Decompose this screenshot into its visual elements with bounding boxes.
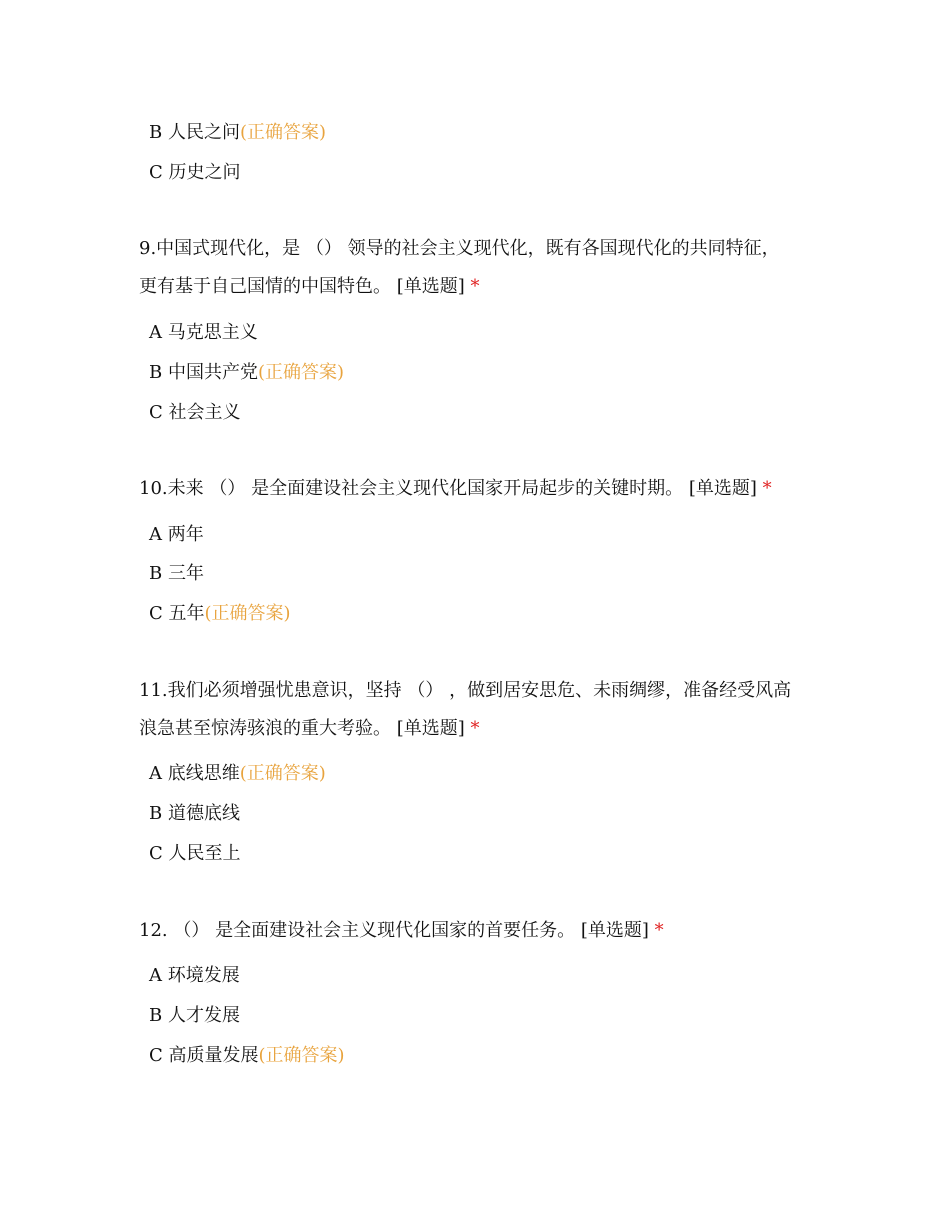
- option-row: [149, 162, 241, 184]
- required-marker: *: [762, 478, 772, 499]
- required-marker: *: [470, 276, 480, 297]
- question-type: [单选题]: [688, 478, 757, 499]
- option-text: 底线思维: [167, 763, 240, 784]
- option-letter: B: [149, 803, 163, 824]
- question-12-line-1: [139, 920, 664, 942]
- option-row: [149, 965, 240, 987]
- option-text: 人民之问: [167, 122, 240, 143]
- option-letter: A: [149, 965, 162, 986]
- question-10-line-1: [139, 478, 772, 500]
- option-letter: C: [149, 162, 163, 183]
- question-type: [单选题]: [580, 920, 649, 941]
- option-row: [149, 803, 240, 825]
- correct-answer-tag: (正确答案): [204, 603, 291, 624]
- question-text: 10.未来 （） 是全面建设社会主义现代化国家开局起步的关键时期。: [139, 478, 684, 499]
- option-letter: B: [149, 122, 163, 143]
- question-type: [单选题]: [396, 718, 465, 739]
- option-letter: B: [149, 362, 163, 383]
- option-row: [149, 1005, 240, 1027]
- option-letter: C: [149, 402, 163, 423]
- correct-answer-tag: (正确答案): [239, 763, 326, 784]
- option-row: [149, 122, 326, 144]
- option-row: [149, 1045, 345, 1067]
- option-row: [149, 322, 258, 344]
- required-marker: *: [654, 920, 664, 941]
- question-text: 更有基于自己国情的中国特色。: [139, 276, 391, 297]
- option-text: 历史之问: [168, 162, 241, 183]
- question-11-line-2: [139, 718, 480, 740]
- option-text: 人民至上: [168, 843, 241, 864]
- option-letter: A: [149, 322, 162, 343]
- option-text: 道德底线: [167, 803, 240, 824]
- option-text: 中国共产党: [167, 362, 258, 383]
- option-letter: C: [149, 603, 163, 624]
- option-row: [149, 843, 241, 865]
- option-row: [149, 763, 326, 785]
- option-letter: C: [149, 1045, 163, 1066]
- question-text: 浪急甚至惊涛骇浪的重大考验。: [139, 718, 391, 739]
- option-row: [149, 524, 204, 546]
- option-text: 马克思主义: [167, 322, 258, 343]
- question-9-line-1: 9.中国式现代化，是 （） 领导的社会主义现代化，既有各国现代化的共同特征，: [139, 238, 780, 259]
- option-letter: C: [149, 843, 163, 864]
- option-letter: B: [149, 1005, 163, 1026]
- option-row: [149, 603, 291, 625]
- option-text: 高质量发展: [168, 1045, 259, 1066]
- option-text: 环境发展: [167, 965, 240, 986]
- option-text: 社会主义: [168, 402, 241, 423]
- correct-answer-tag: (正确答案): [239, 122, 327, 143]
- option-text: 三年: [167, 563, 204, 584]
- option-letter: B: [149, 563, 163, 584]
- question-9-line-2: [139, 276, 480, 298]
- option-row: [149, 362, 344, 384]
- correct-answer-tag: (正确答案): [257, 362, 345, 383]
- option-text: 两年: [167, 524, 204, 545]
- option-row: [149, 402, 241, 424]
- question-11-line-1: 11.我们必须增强忧患意识，坚持 （） ，做到居安思危、未雨绸缪，准备经受风高: [139, 680, 792, 701]
- question-text: 12. （） 是全面建设社会主义现代化国家的首要任务。: [139, 920, 576, 941]
- option-text: 人才发展: [167, 1005, 240, 1026]
- option-letter: A: [149, 763, 162, 784]
- required-marker: *: [470, 718, 480, 739]
- option-text: 五年: [168, 603, 205, 624]
- question-type: [单选题]: [396, 276, 465, 297]
- option-letter: A: [149, 524, 162, 545]
- correct-answer-tag: (正确答案): [258, 1045, 345, 1066]
- option-row: [149, 563, 204, 585]
